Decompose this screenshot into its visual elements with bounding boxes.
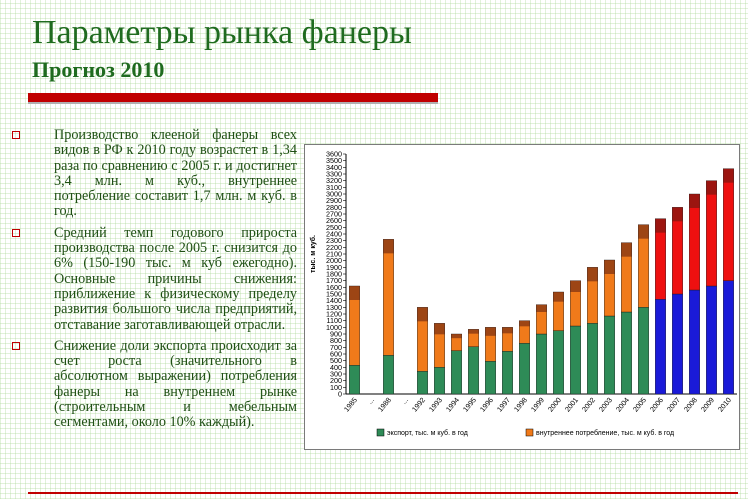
x-tick-label: 1998 <box>511 395 530 414</box>
x-tick-label: 1995 <box>460 395 479 414</box>
y-tick-label: 0 <box>338 389 342 399</box>
export-bar <box>570 326 581 394</box>
y-tick-label: 1600 <box>326 282 342 292</box>
x-tick-label: 1993 <box>426 395 445 414</box>
y-tick-label: 1500 <box>326 289 342 299</box>
y-tick-label: 100 <box>330 382 342 392</box>
footer-rule <box>28 492 738 494</box>
chart-container <box>304 144 740 450</box>
x-tick-label: 1985 <box>341 395 360 414</box>
y-tick-label: 600 <box>330 349 342 359</box>
bar-top-shade <box>587 267 598 281</box>
export-bar <box>417 371 428 394</box>
bar-top-shade <box>468 329 479 333</box>
x-tick-label: 1996 <box>477 395 496 414</box>
bullet-item <box>12 128 297 220</box>
export-bar <box>689 290 700 394</box>
export-bar <box>519 343 530 394</box>
domestic-bar <box>689 194 700 290</box>
export-bar <box>349 365 360 394</box>
bar-top-shade <box>383 239 394 253</box>
export-bar <box>604 316 615 394</box>
export-bar <box>638 307 649 394</box>
bar-top-shade <box>570 281 581 292</box>
bar-top-shade <box>485 327 496 336</box>
x-tick-label: 2009 <box>698 395 717 414</box>
y-tick-label: 3300 <box>326 169 342 179</box>
y-tick-label: 1800 <box>326 269 342 279</box>
export-bar <box>468 347 479 394</box>
x-tick-label: ... <box>365 395 377 406</box>
bar-top-shade <box>553 292 564 302</box>
y-tick-label: 2000 <box>326 256 342 266</box>
x-tick-label: 2006 <box>647 395 666 414</box>
legend-label-export: экспорт, тыс. м куб. в год <box>387 430 468 437</box>
y-tick-label: 3100 <box>326 182 342 192</box>
bar-top-shade <box>451 334 462 338</box>
x-tick-label: 1988 <box>375 395 394 414</box>
export-bar <box>621 312 632 394</box>
export-bar <box>536 334 547 394</box>
y-tick-label: 1000 <box>326 322 342 332</box>
x-tick-label: 1999 <box>528 395 547 414</box>
x-tick-label: 2004 <box>613 395 632 414</box>
square-bullet-icon <box>12 131 20 139</box>
production-chart <box>305 145 741 451</box>
y-tick-label: 2400 <box>326 229 342 239</box>
bar-top-shade <box>349 286 360 300</box>
y-tick-label: 900 <box>330 329 342 339</box>
y-tick-label: 3600 <box>326 149 342 159</box>
export-bar <box>587 323 598 394</box>
y-tick-label: 2100 <box>326 249 342 259</box>
y-tick-label: 2300 <box>326 236 342 246</box>
legend-label-domestic: внутреннее потребление, тыс. м куб. в год <box>536 430 675 437</box>
y-tick-label: 1400 <box>326 296 342 306</box>
y-tick-label: 2200 <box>326 242 342 252</box>
y-tick-label: 1300 <box>326 302 342 312</box>
bullet-item <box>12 226 297 333</box>
bullet-text: Производство клееной фанеры всех видов в РФ к 2010 году возрастет в 1,34 раза по сравнению с 2005 г. и достигнет 3,4 млн. м куб., внутреннее потребление составит 1,7 млн. м куб. в год. <box>54 127 297 220</box>
x-tick-label: 1997 <box>494 395 513 414</box>
bar-top-shade <box>621 243 632 257</box>
domestic-bar <box>383 239 394 355</box>
x-tick-label: 2002 <box>579 395 598 414</box>
bar-top-shade <box>604 260 615 274</box>
bullet-text: Средний темп годового прироста производства после 2005 г. снизится до 6% (150-190 тыс. м куб ежегодно). Основные причины снижения: приближение к физическому пределу развития большого числа предприятий, отставание заготавливающей отрасли. <box>54 224 297 333</box>
bar-top-shade <box>519 321 530 327</box>
export-bar <box>655 299 666 394</box>
export-bar <box>485 361 496 394</box>
export-bar <box>502 351 513 394</box>
bar-top-shade <box>672 207 683 221</box>
y-tick-label: 1900 <box>326 262 342 272</box>
y-tick-label: 800 <box>330 336 342 346</box>
x-tick-label: 1994 <box>443 395 462 414</box>
y-tick-label: 3200 <box>326 176 342 186</box>
export-bar <box>383 355 394 394</box>
bar-top-shade <box>434 323 445 334</box>
legend-swatch-export <box>377 429 384 436</box>
y-axis-label: тыс. м куб. <box>310 235 317 273</box>
square-bullet-icon <box>12 342 20 350</box>
bar-top-shade <box>417 307 428 321</box>
x-tick-label: 2000 <box>545 395 564 414</box>
bullet-list <box>12 128 297 437</box>
domestic-bar <box>706 181 717 286</box>
y-tick-label: 2600 <box>326 216 342 226</box>
y-tick-label: 3400 <box>326 162 342 172</box>
page-title: Параметры рынка фанеры <box>32 14 412 51</box>
x-tick-label: 2008 <box>681 395 700 414</box>
bar-top-shade <box>638 225 649 239</box>
y-tick-label: 400 <box>330 362 342 372</box>
domestic-bar <box>723 169 734 281</box>
y-tick-label: 700 <box>330 342 342 352</box>
export-bar <box>672 294 683 394</box>
x-tick-label: 2003 <box>596 395 615 414</box>
bar-top-shade <box>689 194 700 208</box>
y-tick-label: 1100 <box>326 316 342 326</box>
x-tick-label: 1992 <box>409 395 428 414</box>
bar-top-shade <box>655 219 666 233</box>
x-tick-label: 2005 <box>630 395 649 414</box>
y-tick-label: 3000 <box>326 189 342 199</box>
y-tick-label: 3500 <box>326 156 342 166</box>
export-bar <box>434 367 445 394</box>
y-tick-label: 2900 <box>326 196 342 206</box>
y-tick-label: 2800 <box>326 202 342 212</box>
x-tick-label: ... <box>399 395 411 406</box>
export-bar <box>706 286 717 394</box>
title-underline-red <box>28 93 438 102</box>
export-bar <box>451 351 462 394</box>
title-underline-gray <box>28 102 438 104</box>
bar-top-shade <box>706 181 717 195</box>
bar-top-shade <box>502 327 513 333</box>
y-tick-label: 300 <box>330 369 342 379</box>
page-subtitle: Прогноз 2010 <box>32 57 165 82</box>
y-tick-label: 2500 <box>326 222 342 232</box>
x-tick-label: 2007 <box>664 395 683 414</box>
y-tick-label: 500 <box>330 356 342 366</box>
export-bar <box>723 281 734 394</box>
legend-swatch-domestic <box>526 429 533 436</box>
y-tick-label: 1700 <box>326 276 342 286</box>
export-bar <box>553 331 564 394</box>
x-tick-label: 2010 <box>715 395 734 414</box>
bullet-item <box>12 339 297 431</box>
y-tick-label: 1200 <box>326 309 342 319</box>
square-bullet-icon <box>12 229 20 237</box>
bullet-text: Снижение доли экспорта происходит за счет роста (значительного в абсолютном выражении) потребления фанеры на внутреннем рынке (строительным и мебельным сегментами, около 10% каждый). <box>54 337 297 431</box>
y-tick-label: 200 <box>330 376 342 386</box>
y-tick-label: 2700 <box>326 209 342 219</box>
bar-top-shade <box>723 169 734 183</box>
bar-top-shade <box>536 305 547 312</box>
x-tick-label: 2001 <box>562 395 581 414</box>
